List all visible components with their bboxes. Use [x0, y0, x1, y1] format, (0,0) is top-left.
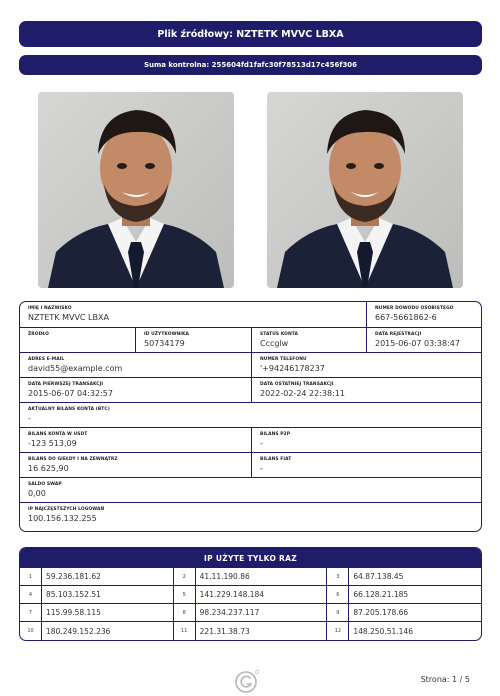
ip-address: 59.236.181.62 [42, 568, 174, 586]
ip-index: 7 [20, 604, 42, 622]
info-row-account [20, 328, 481, 353]
btc-balance-value: - [28, 414, 31, 423]
exchange-balance-value: 16 625,90 [28, 464, 69, 473]
single-use-ip-table [19, 547, 482, 641]
status-label: STATUS KONTA [260, 332, 298, 337]
checksum-text: Suma kontrolna: 255604fd1fafc30f78513d17c456f306 [143, 61, 358, 69]
ip-index: 10 [20, 622, 42, 640]
swap-balance-label: SALDO SWAP [28, 482, 62, 487]
info-row-usdt [20, 428, 481, 453]
ip-address: 180.249.152.236 [42, 622, 174, 640]
usdt-balance-label: BILANS KONTA W USDT [28, 432, 88, 437]
reg-date-label: DATA REJESTRACJI [375, 332, 422, 337]
profile-photo-right [267, 92, 463, 288]
phone-label: NUMER TELEFONU [260, 357, 307, 362]
ip-index: 5 [174, 586, 196, 604]
page-number: Strona: 1 / 5 [420, 675, 470, 684]
account-info-table [19, 301, 482, 532]
id-doc-cell [367, 302, 481, 327]
ip-index: 3 [327, 568, 349, 586]
email-cell [20, 353, 252, 377]
ip-index: 9 [327, 604, 349, 622]
reg-date-value: 2015-06-07 03:38:47 [375, 339, 460, 348]
exchange-balance-cell [20, 453, 252, 477]
ip-table-title: IP UŻYTE TYLKO RAZ [20, 548, 481, 568]
last-tx-value: 2022-02-24 22:38:11 [260, 389, 345, 398]
btc-balance-cell [20, 403, 481, 427]
ip-index: 8 [174, 604, 196, 622]
reg-date-cell [367, 328, 481, 352]
ip-address: 41.11.190.86 [196, 568, 328, 586]
phone-value: '+94246178237 [260, 364, 325, 373]
info-row-swap [20, 478, 481, 503]
ip-address: 115.99.58.115 [42, 604, 174, 622]
user-id-cell [136, 328, 252, 352]
swap-balance-value: 0,00 [28, 489, 46, 498]
ip-grid [20, 568, 481, 640]
p2p-balance-cell [252, 428, 481, 452]
last-tx-label: DATA OSTATNIEJ TRANSAKCJI [260, 382, 334, 387]
p2p-balance-label: BILANS P2P [260, 432, 291, 437]
source-file-title: Plik źródłowy: NZTETK MVVC LBXA [157, 28, 344, 40]
ip-address: 148.250.51.146 [353, 626, 413, 636]
info-row-transactions [20, 378, 481, 403]
source-label: ŹRÓDŁO [28, 332, 49, 337]
source-cell [20, 328, 136, 352]
source-file-header [19, 21, 482, 47]
ip-address: 66.128.21.185 [349, 586, 481, 604]
info-row-identity [20, 302, 481, 328]
checksum-bar [19, 55, 482, 75]
ip-index: 11 [174, 622, 196, 640]
fiat-balance-cell [252, 453, 481, 477]
first-tx-value: 2015-06-07 04:32:57 [28, 389, 113, 398]
ip-address: 98.234.237.117 [196, 604, 328, 622]
swap-balance-cell [20, 478, 481, 502]
email-label: ADRES E-MAIL [28, 357, 65, 362]
frequent-ip-value: 100.156.132.255 [28, 514, 97, 523]
email-value: david55@example.com [28, 364, 123, 373]
frequent-ip-label: IP NAJCZĘSTSZYCH LOGOWAŃ [28, 507, 105, 512]
profile-photo-left [38, 92, 234, 288]
info-row-contact [20, 353, 481, 378]
ip-index: 1 [20, 568, 42, 586]
info-row-btc [20, 403, 481, 428]
ip-index: 6 [327, 586, 349, 604]
p2p-balance-value: - [260, 439, 263, 448]
usdt-balance-value: -123 513,09 [28, 439, 77, 448]
phone-cell [252, 353, 481, 377]
user-id-value: 50734179 [144, 339, 185, 348]
ip-address: 85.103.152.51 [42, 586, 174, 604]
g-logo-icon [234, 669, 260, 695]
btc-balance-label: AKTUALNY BILANS KONTA (BTC) [28, 407, 110, 412]
exchange-balance-label: BILANS DO GIEŁDY I NA ZEWNĄTRZ [28, 457, 118, 462]
id-doc-label: NUMER DOWODU OSOBISTEGO [375, 306, 454, 311]
fiat-balance-label: BILANS FIAT [260, 457, 292, 462]
id-doc-value: 667-5661862-6 [375, 313, 437, 322]
ip-address: 141.229.148.184 [196, 586, 328, 604]
ip-address: 64.87.138.45 [349, 568, 481, 586]
ip-address: 221.31.38.73 [196, 622, 328, 640]
frequent-ip-cell [20, 503, 481, 524]
ip-index: 12 [327, 622, 349, 640]
first-tx-label: DATA PIERWSZEJ TRANSAKCJI [28, 382, 104, 387]
info-row-frequent-ip [20, 503, 481, 524]
info-row-exchange [20, 453, 481, 478]
usdt-balance-cell [20, 428, 252, 452]
ip-index: 2 [174, 568, 196, 586]
status-value: Cccglw [260, 339, 289, 348]
status-cell [252, 328, 367, 352]
name-value: NZTETK MVVC LBXA [28, 313, 109, 322]
ip-index: 4 [20, 586, 42, 604]
name-label: IMIĘ I NAZWISKO [28, 306, 72, 311]
fiat-balance-value: - [260, 464, 263, 473]
name-cell [20, 302, 367, 327]
last-tx-cell [252, 378, 481, 402]
first-tx-cell [20, 378, 252, 402]
ip-address: 87.205.178.66 [349, 604, 481, 622]
user-id-label: ID UŻYTKOWNIKA [144, 332, 190, 337]
